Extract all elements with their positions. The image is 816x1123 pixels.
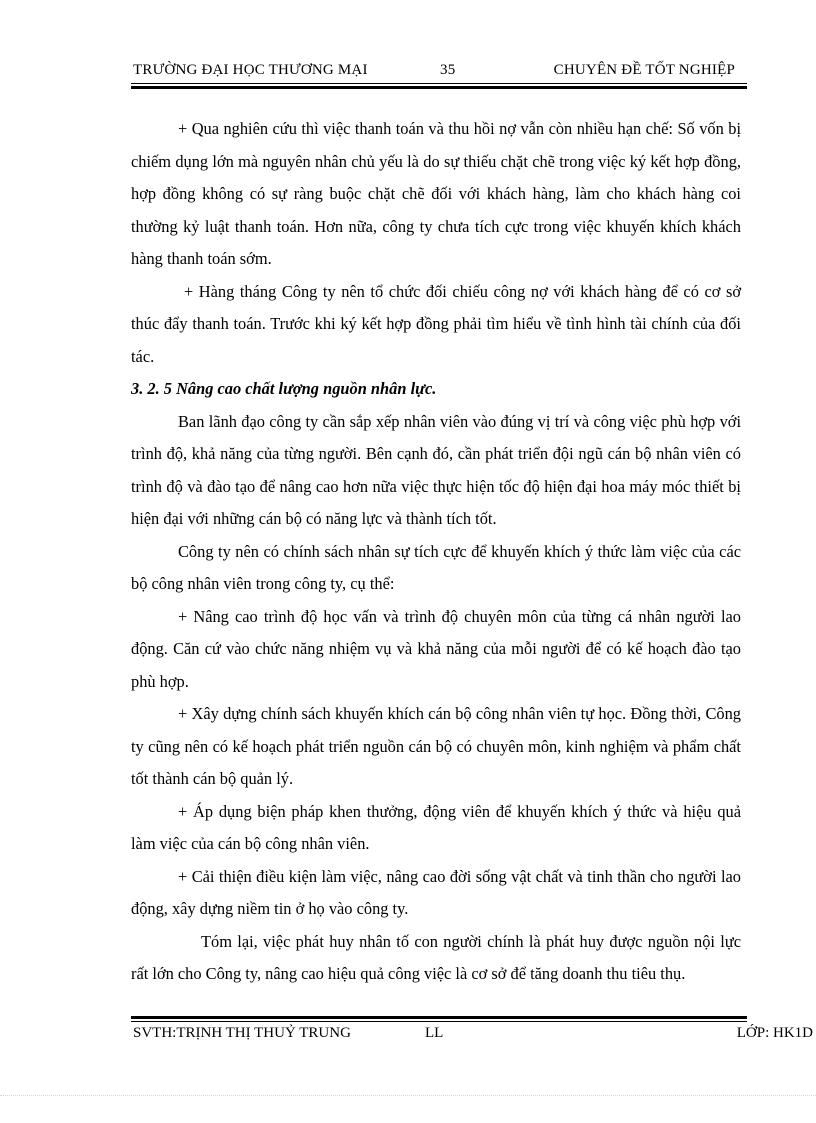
header-rule-thick — [131, 86, 747, 89]
paragraph-rewards: + Áp dụng biện pháp khen thưởng, động viên để khuyến khích ý thức và hiệu quả làm việc của cán bộ công nhân viên. — [131, 801, 741, 853]
footer-class: LỚP: HK1D — [736, 1025, 813, 1041]
footer-student-name: SVTH:TRỊNH THỊ THUỶ TRUNG — [133, 1025, 351, 1041]
page-header — [133, 58, 741, 82]
page-edge-dotted-line — [0, 1095, 816, 1096]
paragraph-working-conditions: + Cải thiện điều kiện làm việc, nâng cao đời sống vật chất và tinh thần cho người lao động, xây dựng niềm tin ở họ vào công ty. — [131, 866, 741, 918]
footer-rule-thin — [131, 1021, 747, 1022]
document-body — [131, 113, 741, 991]
footer-center-label: LL — [425, 1025, 444, 1041]
page-footer — [133, 1025, 813, 1047]
paragraph-debt-reconciliation: + Hàng tháng Công ty nên tổ chức đối chiếu công nợ với khách hàng để có cơ sở thúc đẩy thanh toán. Trước khi ký kết hợp đồng phải tìm hiểu về tình hình tài chính của đối tác. — [131, 281, 741, 366]
paragraph-payment-collection: + Qua nghiên cứu thì việc thanh toán và thu hồi nợ vẫn còn nhiều hạn chế: Số vốn bị chiếm dụng lớn mà nguyên nhân chủ yếu là do sự thiếu chặt chẽ trong việc ký kết hợp đồng, hợp đồng không có sự ràng buộc chặt chẽ đối với khách hàng, làm cho khách hàng coi thường kỷ luật thanh toán. Hơn nữa, công ty chưa tích cực trong việc khuyến khích khách hàng thanh toán sớm. — [131, 119, 741, 268]
header-page-number: 35 — [440, 62, 456, 78]
footer-rule-thick — [131, 1016, 747, 1019]
paragraph-education: + Nâng cao trình độ học vấn và trình độ chuyên môn của từng cá nhân người lao động. Căn cứ vào chức năng nhiệm vụ và khả năng của mỗi người để có kế hoạch đào tạo phù hợp. — [131, 606, 741, 691]
paragraph-summary: Tóm lại, việc phát huy nhân tố con người chính là phát huy được nguồn nội lực rất lớn cho Công ty, nâng cao hiệu quả công việc là cơ sở để tăng doanh thu tiêu thụ. — [131, 931, 741, 983]
header-rule-thin — [131, 83, 747, 84]
paragraph-self-study: + Xây dựng chính sách khuyến khích cán bộ công nhân viên tự học. Đồng thời, Công ty cũng nên có kế hoạch phát triển nguồn cán bộ có chuyên môn, kinh nghiệm và phẩm chất tốt thành cán bộ quản lý. — [131, 704, 741, 788]
header-school-name: TRƯỜNG ĐẠI HỌC THƯƠNG MẠI — [133, 62, 368, 78]
paragraph-hr-policy: Công ty nên có chính sách nhân sự tích cực để khuyến khích ý thức làm việc của các bộ công nhân viên trong công ty, cụ thể: — [131, 541, 741, 593]
section-heading: 3. 2. 5 Nâng cao chất lượng nguồn nhân lực. — [131, 379, 437, 398]
header-document-title: CHUYÊN ĐỀ TỐT NGHIỆP — [553, 62, 735, 78]
paragraph-leadership: Ban lãnh đạo công ty cần sắp xếp nhân viên vào đúng vị trí và công việc phù hợp với trình độ, khả năng của từng người. Bên cạnh đó, cần phát triển đội ngũ cán bộ nhân viên có trình độ và đào tạo để nâng cao hơn nữa việc thực hiện tốc độ hiện đại hoa máy móc thiết bị hiện đại với những cán bộ có năng lực và thành tích tốt. — [131, 411, 741, 528]
